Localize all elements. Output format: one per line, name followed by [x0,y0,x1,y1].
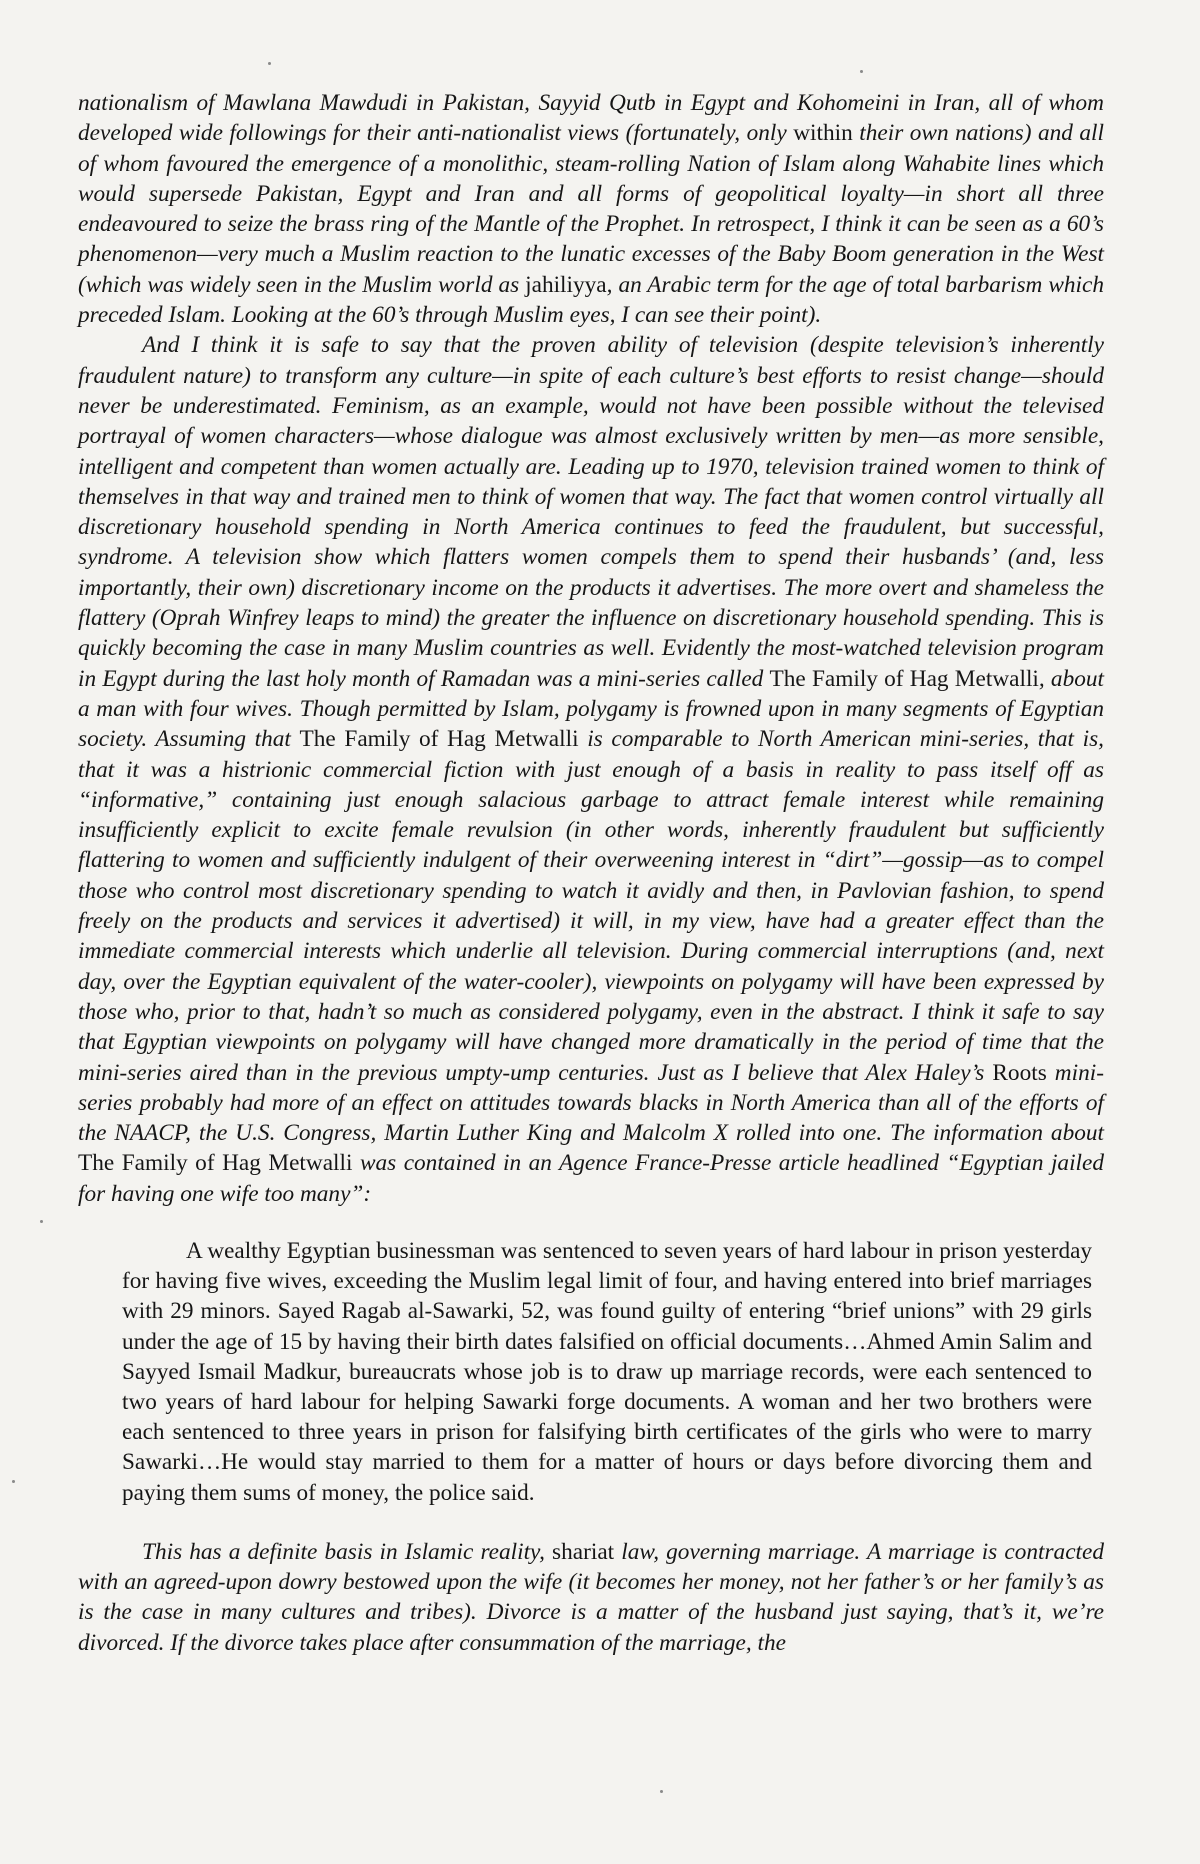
paragraph-3 [78,1537,1104,1658]
print-speck [860,70,863,73]
block-quote [122,1236,1092,1508]
text-segment: And I think it is safe to say that the proven ability of television (despite television’s inherently fraudulent nature) to transform any culture—in spite of each culture’s best efforts to resist change—should never be underestimated. Feminism, as an example, would not have been possible without the televised portrayal of women characters—whose dialogue was almost exclusively written by men—as more sensible, intelligent and competent than women actually are. Leading up to 1970, television trained women to think of themselves in that way and trained men to think of women that way. The fact that women control virtually all discretionary household spending in North America continues to feed the fraudulent, but successful, syndrome. A television show which flatters women compels them to spend their husbands’ (and, less importantly, their own) discretionary income on the products it advertises. The more overt and shameless the flattery (Oprah Winfrey leaps to mind) the greater the influence on discretionary household spending. This is quickly becoming the case in many Muslim countries as well. Evidently the most-watched television program in Egypt during the last holy month of Ramadan was a mini-series called [78,332,1104,692]
paragraph-1 [78,88,1104,330]
print-speck [12,1480,15,1483]
text-segment: This has a definite basis in Islamic reality, [142,1538,553,1565]
text-segment: mini-series probably had more of an effect on attitudes towards blacks in North America than all of the efforts of the NAACP, the U.S. Congress, Martin Luther King and Malcolm X rolled into one. The information about [78,1059,1104,1147]
roman-text-segment: jahiliyya [525,271,607,298]
text-segment: , about a man with four wives. Though permitted by Islam, polygamy is frowned upon in many segments of Egyptian society. Assuming that [78,665,1105,753]
text-segment: their own nations) and all of whom favoured the emergence of a monolithic, steam-rolling Nation of Islam along Wahabite lines which would supersede Pakistan, Egypt and Iran and all forms of geopolitical loyalty—in short all three endeavoured to seize the brass ring of the Mantle of the Prophet. In retrospect, I think it can be seen as a 60’s phenomenon—very much a Muslim reaction to the lunatic excesses of the Baby Boom generation in the West (which was widely seen in the Muslim world as [78,120,1104,298]
text-segment: is comparable to North American mini-series, that is, that it was a histrionic commercial fiction with just enough of a basis in reality to pass itself off as “informative,” containing just enough salacious garbage to attract female interest while remaining insufficiently explicit to excite female revulsion (in other words, inherently fraudulent but sufficiently flattering to women and sufficiently indulgent of their overweening interest in “dirt”—gossip—as to compel those who control most discretionary spending to watch it avidly and then, in Pavlovian fashion, to spend freely on the products and services it advertised) it will, in my view, have had a greater effect than the immediate commercial interests which underlie all television. During commercial interruptions (and, next day, over the Egyptian equivalent of the water-cooler), viewpoints on polygamy will have been expressed by those who, prior to that, hadn’t so much as considered polygamy, even in the abstract. I think it safe to say that Egyptian viewpoints on polygamy will have changed more dramatically in the period of time that the mini-series aired than in the previous umpty-ump centuries. Just as I believe that Alex Haley’s [78,726,1104,1086]
print-speck [268,62,271,65]
roman-text-segment: The Family of Hag Metwalli [78,1150,353,1177]
roman-text-segment: Roots [992,1059,1047,1086]
text-segment: law, governing marriage. A marriage is contracted with an agreed-upon dowry bestowed upon the wife (it becomes her money, not her father’s or her family’s as is the case in many cultures and tribes). Divorce is a matter of the husband just saying, that’s it, we’re divorced. If the divorce takes place after consummation of the marriage, the [78,1538,1104,1656]
text-segment: , an Arabic term for the age of total barbarism which preceded Islam. Looking at the 60’s through Muslim eyes, I can see their point). [78,271,1104,329]
roman-text-segment: within [793,120,853,147]
print-speck [660,1790,663,1793]
roman-text-segment: The Family of Hag Metwalli [769,665,1039,692]
text-segment: was contained in an Agence France-Presse article headlined “Egyptian jailed for having one wife too many”: [78,1150,1105,1207]
text-segment: nationalism of Mawlana Mawdudi in Pakistan, Sayyid Qutb in Egypt and Kohomeini in Iran, all of whom developed wide followings for their anti-nationalist views (fortunately, only [78,90,1104,147]
quote-text: A wealthy Egyptian businessman was sentenced to seven years of hard labour in prison yesterday for having five wives, exceeding the Muslim legal limit of four, and having entered into brief marriages with 29 minors. Sayed Ragab al-Sawarki, 52, was found guilty of entering “brief unions” with 29 girls under the age of 15 by having their birth dates falsified on official documents…Ahmed Amin Salim and Sayyed Ismail Madkur, bureaucrats whose job is to draw up marriage records, were each sentenced to two years of hard labour for helping Sawarki forge documents. A woman and her two brothers were each sentenced to three years in prison for falsifying birth certificates of the girls who were to marry Sawarki…He would stay married to them for a matter of hours or days before divorcing them and paying them sums of money, the police said. [122,1237,1092,1506]
roman-text-segment: The Family of Hag Metwalli [299,726,579,753]
print-speck [40,1220,43,1223]
paragraph-2 [78,330,1104,1209]
roman-text-segment: shariat [552,1538,615,1565]
